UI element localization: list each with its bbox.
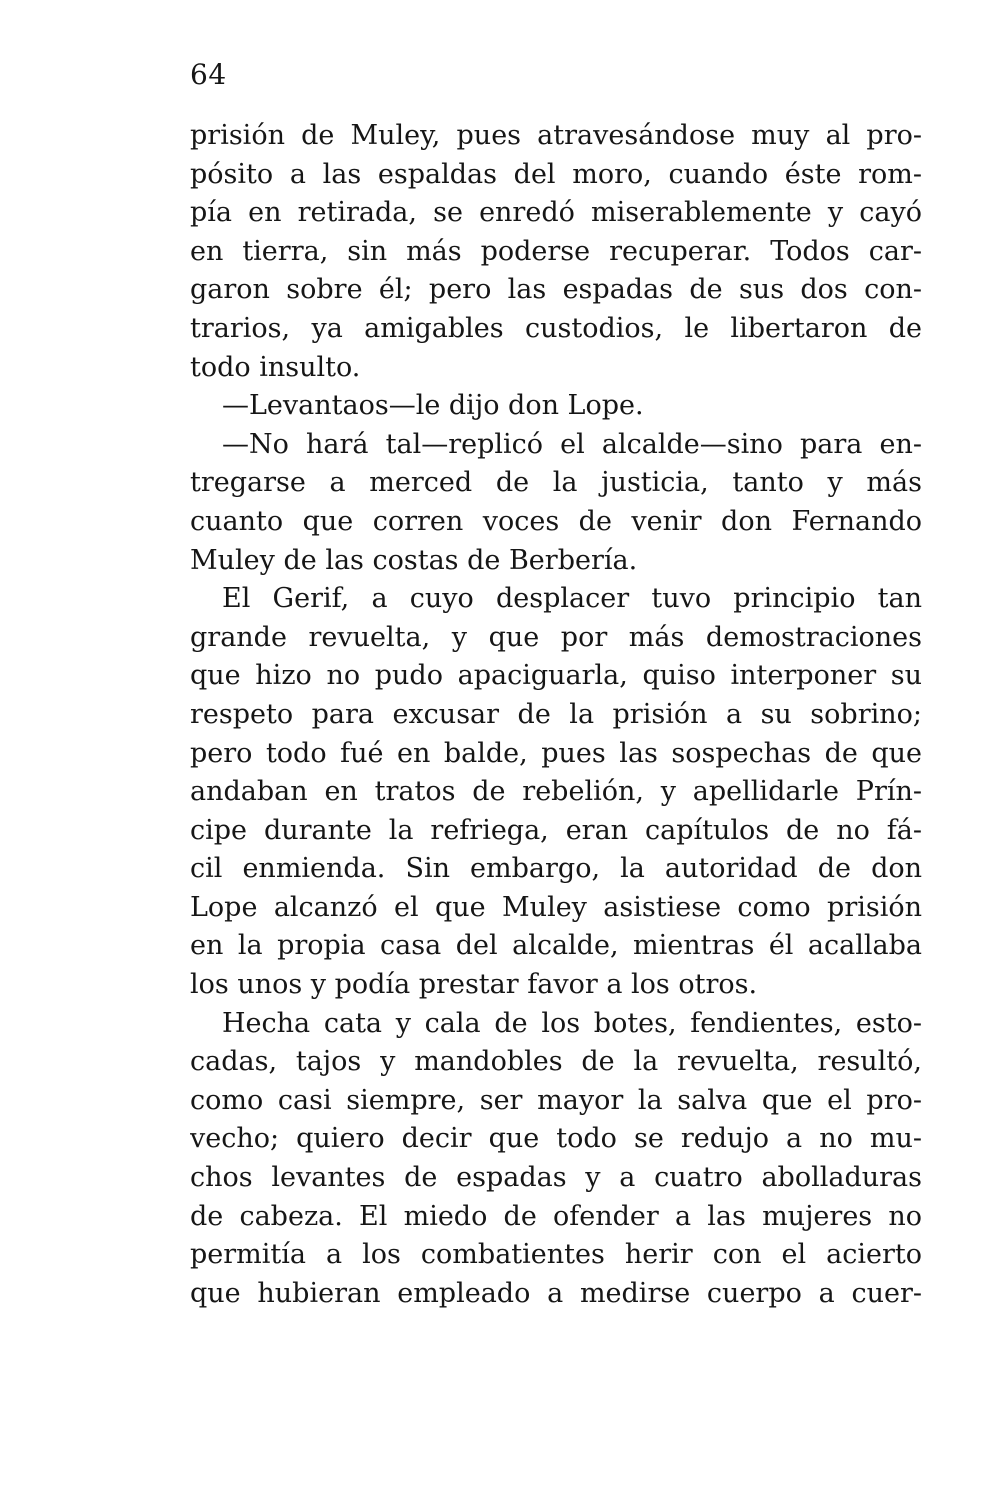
text-line: que hubieran empleado a medirse cuerpo a cuer- [190,1277,922,1309]
text-line: que hizo no pudo apaciguarla, quiso interponer su [190,660,922,692]
text-line: —Levantaos—le dijo don Lope. [222,390,644,422]
text-line: grande revuelta, y que por más demostraciones [190,621,922,653]
text-line: como casi siempre, ser mayor la salva que el pro- [190,1084,922,1116]
body-text [190,117,922,1313]
text-line: cipe durante la refriega, eran capítulos de no fá- [190,814,922,846]
text-line: Muley de las costas de Berbería. [190,544,638,576]
text-line: Hecha cata y cala de los botes, fendientes, esto- [222,1007,922,1039]
text-line: de cabeza. El miedo de ofender a las mujeres no [190,1200,922,1232]
text-line: trarios, ya amigables custodios, le libertaron de [190,312,922,344]
text-line: Lope alcanzó el que Muley asistiese como prisión [190,891,922,923]
text-line: pero todo fué en balde, pues las sospechas de que [190,737,922,769]
text-line: prisión de Muley, pues atravesándose muy al pro- [190,120,922,151]
text-line: vecho; quiero decir que todo se redujo a no mu- [190,1123,922,1155]
text-line: permitía a los combatientes herir con el acierto [190,1239,922,1271]
text-line: chos levantes de espadas y a cuatro abolladuras [190,1162,922,1194]
text-line: garon sobre él; pero las espadas de sus dos con- [190,274,922,306]
text-line: en tierra, sin más poderse recuperar. Todos car- [190,235,922,267]
text-line: El Gerif, a cuyo desplacer tuvo principio tan [222,583,922,615]
text-line: todo insulto. [190,351,361,383]
text-line: andaban en tratos de rebelión, y apellidarle Prín- [190,776,922,808]
text-line: pía en retirada, se enredó miserablemente y cayó [190,197,922,229]
text-line: los unos y podía prestar favor a los otros. [190,969,758,1001]
page-number: 64 [190,58,227,91]
text-line: cadas, tajos y mandobles de la revuelta, resultó, [190,1046,922,1078]
text-line: tregarse a merced de la justicia, tanto y más [190,467,922,499]
text-line: en la propia casa del alcalde, mientras él acallaba [190,930,922,962]
text-line: cil enmienda. Sin embargo, la autoridad de don [190,853,922,885]
text-line: cuanto que corren voces de venir don Fernando [190,505,922,537]
text-line: —No hará tal—replicó el alcalde—sino para en- [222,428,922,460]
text-line: pósito a las espaldas del moro, cuando éste rom- [190,158,922,190]
text-line: respeto para excusar de la prisión a su sobrino; [190,698,922,730]
